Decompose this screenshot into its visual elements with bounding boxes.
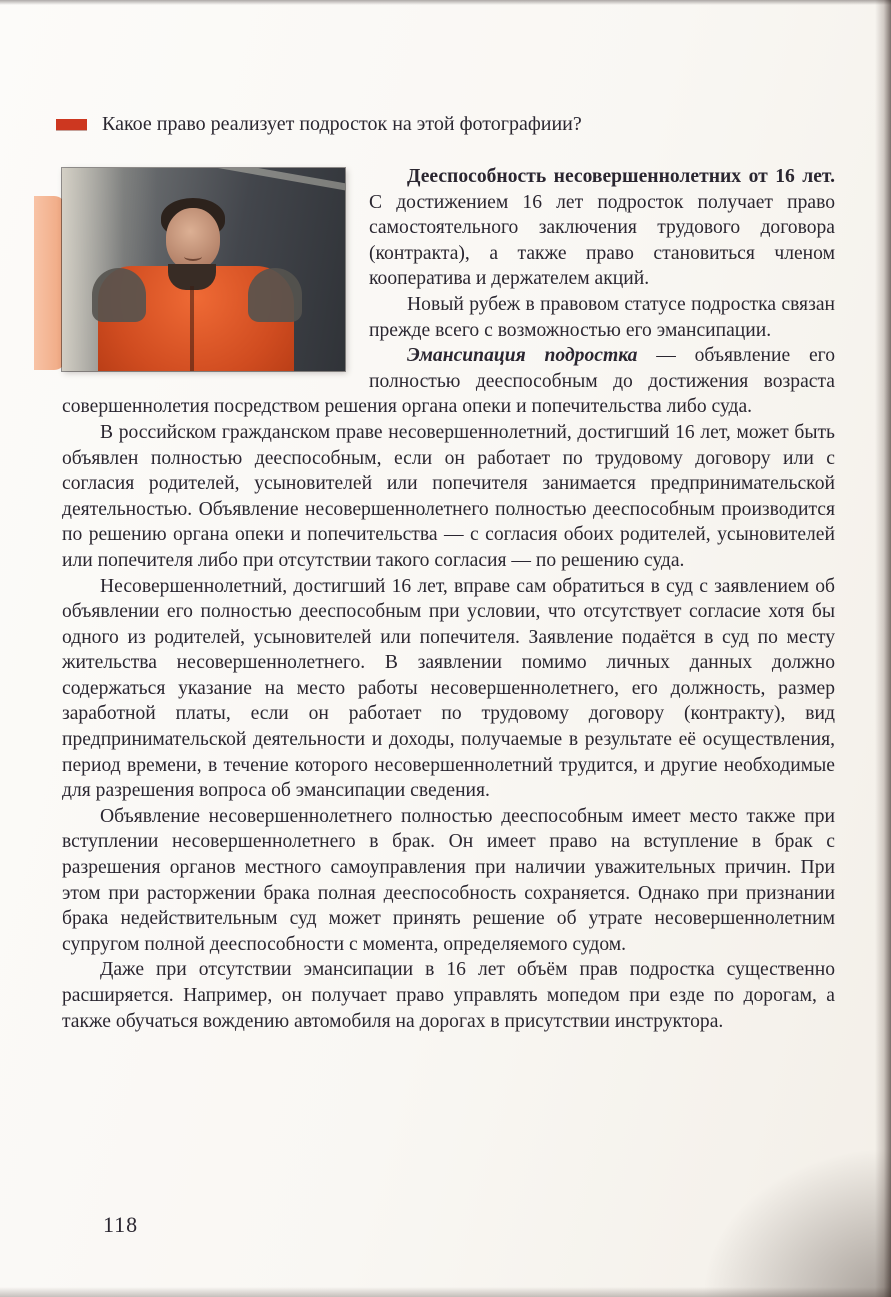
article-body xyxy=(62,164,835,1034)
paragraph-civil-law: В российском гражданском праве несовершеннолетний, достигший 16 лет, может быть объявлен полностью дееспособным, если он работает по трудовому договору или с согласия родителей, усыновителей или попечителя занимается предпринимательской деятельностью. Объявление несовершеннолетнего полностью дееспособным производится по решению органа опеки и попечительства — с согласия обоих родителей, усыновителей или попечителя либо при отсутствии такого согласия — по решению суда. xyxy=(62,421,835,571)
page-number: 118 xyxy=(103,1212,139,1237)
scan-edge-top xyxy=(0,0,891,5)
jacket-zipper xyxy=(190,286,194,371)
paragraph-court-application: Несовершеннолетний, достигший 16 лет, вправе сам обратиться в суд с заявлением об объявлении его полностью дееспособным при условии, что отсутствует согласие хотя бы одного из родителей, усыновителей или попечителя. Заявление подаётся в суд по месту жительства несовершеннолетнего. В заявлении помимо личных данных должно содержаться указание на место работы несовершеннолетнего, его должность, размер заработной платы, если он работает по трудовому договору (контракту), вид предпринимательской деятельности и доходы, получаемые в результате её осуществления, период времени, в течение которого несовершеннолетний трудится, и другие необходимые для разрешения вопроса об эмансипации сведения. xyxy=(62,575,835,802)
paragraph-new-milestone: Новый рубеж в правовом статусе подростка связан прежде всего с возможностью его эмансипации. xyxy=(369,293,835,341)
scan-edge-right xyxy=(875,0,891,1297)
definition-text: — объявление его полностью дееспособным до достижения возраста совершеннолетия посредством решения органа опеки и попечительства либо суда. xyxy=(62,345,836,418)
question-text: Какое право реализует подросток на этой фотографиии? xyxy=(102,113,582,135)
definition-term: Эмансипация подростка xyxy=(407,345,638,367)
page-content xyxy=(62,112,835,1034)
person-smile xyxy=(184,252,202,261)
photo-rail xyxy=(183,168,345,200)
paragraph-text: С достижением 16 лет подросток получает право самостоятельного заключения трудового договора (контракта), а также право становиться членом кооператива и держателем акций. xyxy=(369,191,835,290)
paragraph-marriage: Объявление несовершеннолетнего полностью дееспособным имеет место также при вступлении несовершеннолетнего в брак. Он имеет право на вступление в брак с разрешения органов местного самоуправления при наличии уважительных причин. При этом при расторжении брака полная дееспособность сохраняется. Однако при признании брака недействительным суд может принять решение об утрате несовершеннолетним супругом полной дееспособности с момента, определяемого судом. xyxy=(62,805,835,955)
paragraph-rights-expansion: Даже при отсутствии эмансипации в 16 лет объём прав подростка существенно расширяется. Например, он получает право управлять мопедом при езде по дорогам, а также обучаться вождению автомобиля на дорогах в присутствии инструктора. xyxy=(62,959,835,1032)
jacket-shoulder-right xyxy=(248,268,302,322)
question-block xyxy=(56,112,835,137)
scan-corner-shade xyxy=(701,1147,891,1297)
jacket-shoulder-left xyxy=(92,268,146,322)
photo-teenager xyxy=(62,168,345,371)
red-bullet-icon xyxy=(56,119,87,130)
paragraph-lead: Дееспособность несовершеннолетних от 16 лет. xyxy=(407,166,835,187)
